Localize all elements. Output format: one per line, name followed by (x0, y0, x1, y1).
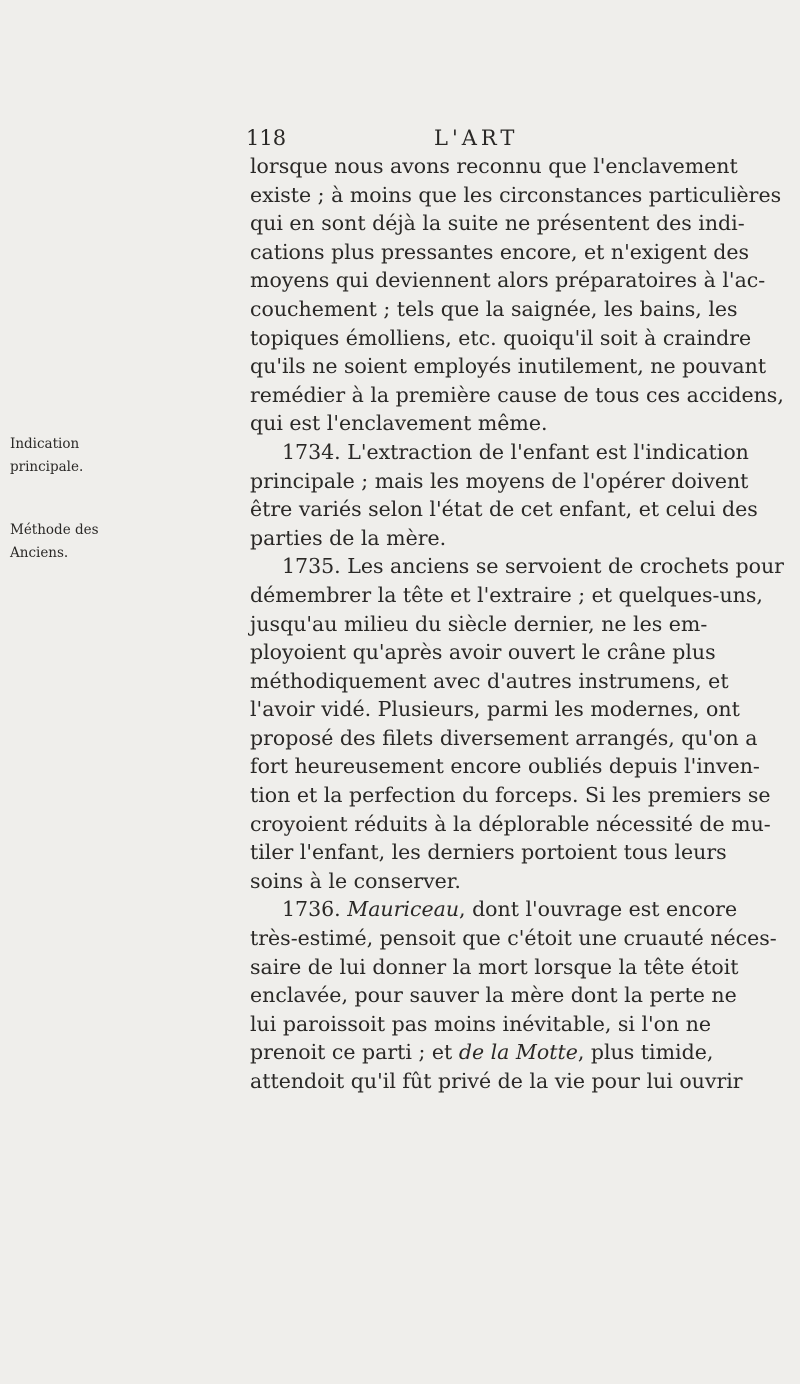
text-line: qui est l'enclavement même. (250, 411, 548, 436)
text-line: attendoit qu'il fût privé de la vie pour lui ouvrir (250, 1069, 743, 1093)
text-fragment: prenoit ce parti ; et (250, 1040, 453, 1065)
text-line: être variés selon l'état de cet enfant, et celui des (250, 497, 758, 522)
margin-note-line: Indication (10, 436, 80, 452)
text-line: jusqu'au milieu du siècle dernier, ne les em- (250, 611, 708, 636)
text-line: 1735. Les anciens se servoient de crochets pour (282, 554, 784, 579)
text-line: topiques émolliens, etc. quoiqu'il soit à craindre (250, 325, 752, 350)
text-line: très-estimé, pensoit que c'étoit une cruauté néces- (250, 926, 777, 951)
author-name: Mauriceau (347, 897, 460, 922)
text-line: tiler l'enfant, les derniers portoient tous leurs (250, 840, 727, 865)
paragraph-number: 1736. (282, 897, 341, 922)
margin-note-indication (10, 433, 160, 479)
text-line: moyens qui deviennent alors préparatoires à l'ac- (250, 268, 766, 293)
paragraph-1 (250, 152, 784, 438)
text-line: l'avoir vidé. Plusieurs, parmi les modernes, ont (250, 697, 740, 722)
text-line: proposé des filets diversement arrangés, qu'on a (250, 725, 758, 750)
body-text (250, 152, 784, 1096)
text-line: couchement ; tels que la saignée, les bains, les (250, 296, 738, 321)
text-line: tion et la perfection du forceps. Si les premiers se (250, 783, 771, 808)
margin-note-methode (10, 519, 160, 565)
margin-note-line: Méthode des (10, 522, 99, 538)
text-fragment: , dont l'ouvrage est encore (459, 897, 738, 922)
text-line (250, 1038, 780, 1067)
text-line: fort heureusement encore oubliés depuis l'inven- (250, 754, 760, 779)
text-line: lui paroissoit pas moins inévitable, si l'on ne (250, 1011, 712, 1036)
text-line (250, 895, 780, 924)
text-line: méthodiquement avec d'autres instrumens, et (250, 668, 729, 693)
text-line: cations plus pressantes encore, et n'exigent des (250, 239, 750, 264)
page-number: 118 (246, 126, 287, 150)
text-line: qu'ils ne soient employés inutilement, ne pouvant (250, 354, 767, 379)
text-line: qui en sont déjà la suite ne présentent des indi- (250, 211, 745, 236)
text-fragment: , plus timide, (577, 1040, 714, 1065)
paragraph-1736 (250, 895, 780, 1095)
margin-note-line: principale. (10, 459, 84, 475)
text-line: remédier à la première cause de tous ces accidens, (250, 382, 784, 407)
text-line: saire de lui donner la mort lorsque la tête étoit (250, 954, 739, 979)
text-line: soins à le conserver. (250, 868, 461, 893)
text-line: lorsque nous avons reconnu que l'enclavement (250, 154, 738, 178)
text-line: existe ; à moins que les circonstances particulières (250, 182, 782, 207)
text-line: enclavée, pour sauver la mère dont la perte ne (250, 983, 737, 1008)
text-line: ployoient qu'après avoir ouvert le crâne plus (250, 640, 716, 665)
text-line: parties de la mère. (250, 525, 447, 550)
text-line: croyoient réduits à la déplorable nécessité de mu- (250, 811, 771, 836)
text-line: démembrer la tête et l'extraire ; et quelques-uns, (250, 582, 763, 607)
paragraph-1734 (250, 438, 780, 552)
margin-note-line: Anciens. (10, 545, 69, 561)
running-title: L'ART (434, 126, 519, 150)
author-name: de la Motte (458, 1040, 578, 1065)
paragraph-1735 (250, 552, 784, 895)
text-line: 1734. L'extraction de l'enfant est l'indication (282, 439, 749, 464)
text-line: principale ; mais les moyens de l'opérer doivent (250, 468, 749, 493)
